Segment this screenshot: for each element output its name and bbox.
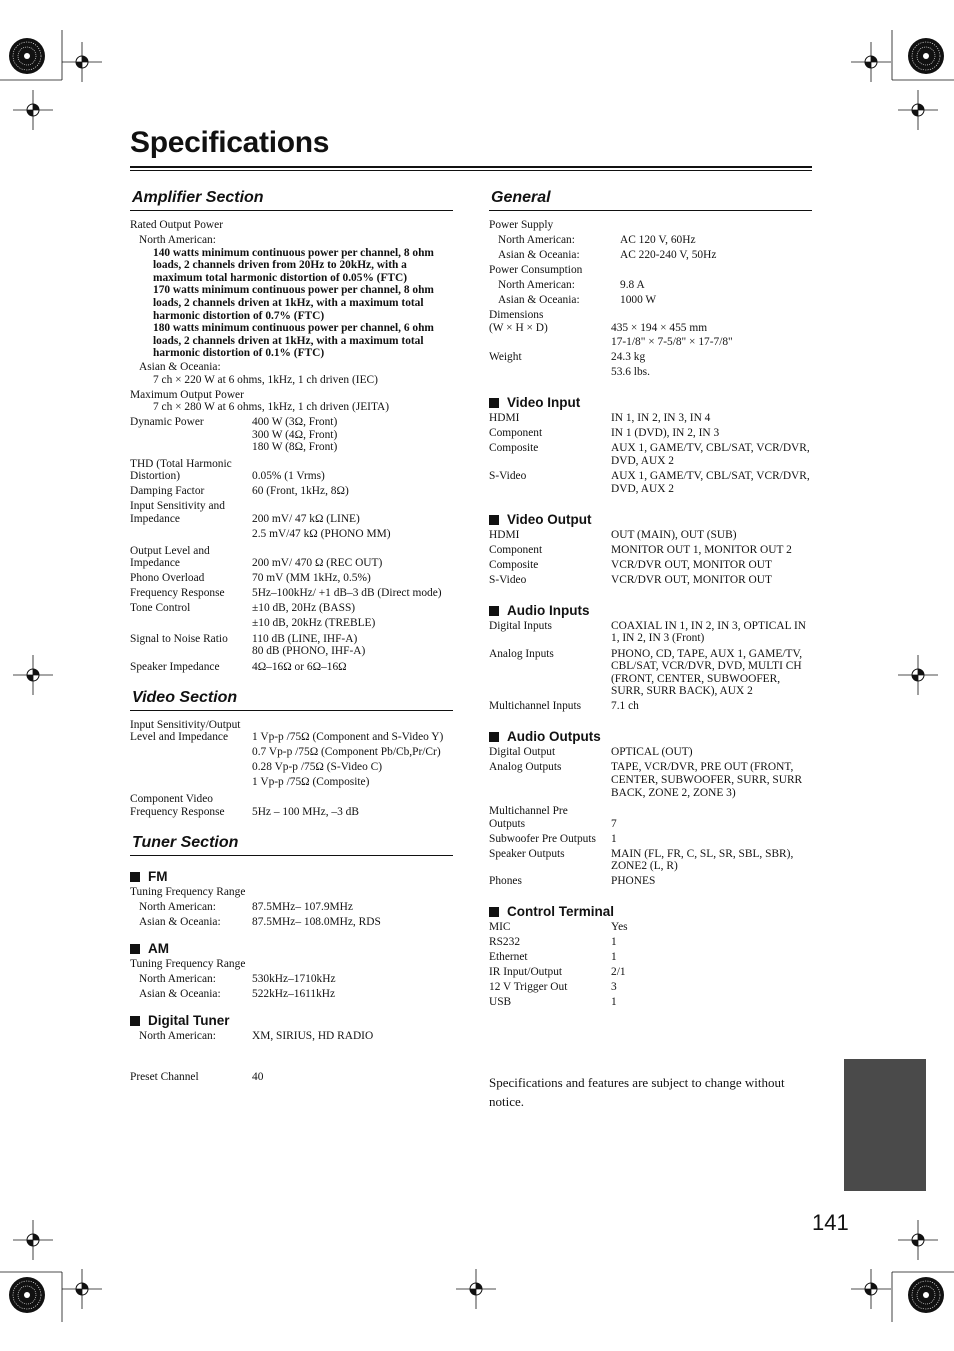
ao-analog-row [489,761,812,799]
ao-sub-row [489,833,812,846]
output-level-value-wrap [252,545,453,570]
tone-control-key: Tone Control [130,602,191,615]
ct-key: MIC [489,921,511,934]
freq-response-value: 5Hz–100kHz/ +1 dB–3 dB (Direct mode) [252,587,442,600]
am-ao-key: Asian & Oceania: [139,987,221,1000]
component-freq-row [130,793,453,818]
am-na-key: North American: [139,972,216,985]
fm-na-key: North American: [139,900,216,913]
na-label: North American: [139,233,216,246]
value: 24.3 kg [611,351,646,364]
video-heading: Video Section [130,688,453,711]
title-rule [130,166,812,168]
value: 435 × 194 × 455 mm [611,321,708,334]
dimensions-key [489,309,611,349]
ao-label: Asian & Oceania: [139,360,221,373]
key-line: Frequency Response [130,805,225,818]
digital-na-value: XM, SIRIUS, HD RADIO [252,1029,374,1042]
key-line: Dimensions [489,308,544,321]
dynamic-power-row [130,416,453,454]
video-input-heading [489,395,812,411]
bullet-square-icon [489,515,499,525]
footer-note: Specifications and features are subject to change without notice. [489,1075,785,1110]
ct-row [489,981,812,994]
ai-row [489,620,812,645]
vi-key: Component [489,427,543,440]
bullet-square-icon [489,398,499,408]
vo-value: MONITOR OUT 1, MONITOR OUT 2 [611,543,792,556]
weight-key: Weight [489,351,522,364]
vi-row [489,412,812,425]
pc-na-key: North American: [498,278,575,291]
output-level-row [130,545,453,570]
key-line: Impedance [130,513,180,526]
ct-value: 1 [611,936,617,949]
ct-key: Ethernet [489,951,528,964]
ct-value: 1 [611,951,617,964]
vo-row [489,559,812,572]
preset-value: 40 [252,1070,264,1083]
output-level-value: 200 mV/ 470 Ω (REC OUT) [252,557,383,570]
ct-row [489,936,812,949]
ct-value: 3 [611,981,617,994]
value: 80 dB (PHONO, IHF-A) [252,645,366,658]
tone-control-row [130,602,453,630]
thd-value-wrap [252,458,453,483]
vi-key: HDMI [489,412,520,425]
key-line: Input Sensitivity and [130,500,225,513]
vo-key: S-Video [489,573,527,586]
digital-na-key: North American: [139,1029,216,1042]
vo-value: VCR/DVR OUT, MONITOR OUT [611,573,772,586]
ao-digital-key: Digital Output [489,746,556,759]
ct-row [489,951,812,964]
value: 300 W (4Ω, Front) [252,428,338,441]
ai-row [489,700,812,713]
am-heading [130,941,453,957]
vi-key: S-Video [489,469,527,482]
dimensions-row [489,309,812,349]
ct-key: RS232 [489,936,521,949]
vo-row [489,574,812,587]
ao-speaker-key: Speaker Outputs [489,847,565,860]
weight-values [611,351,812,379]
key-line: Component Video [130,793,213,806]
component-freq-value-wrap [252,793,453,818]
video-sens-key [130,719,252,789]
bullet-square-icon [489,732,499,742]
ao-digital-row [489,746,812,759]
pc-na-row [489,279,812,292]
ai-row [489,648,812,698]
right-column [489,188,812,1111]
digital-na-row [130,1030,453,1043]
vi-row [489,427,812,440]
phono-overload-key: Phono Overload [130,572,205,585]
ao-phones-value: PHONES [611,875,656,888]
max-output-label: Maximum Output Power [130,388,244,401]
fm-na-value: 87.5MHz– 107.9MHz [252,900,353,913]
audio-outputs-heading [489,729,812,745]
speaker-impedance-value: 4Ω–16Ω or 6Ω–16Ω [252,660,347,673]
bullet-square-icon [489,606,499,616]
am-heading-text: AM [148,940,169,956]
na-spec-3: 180 watts minimum continuous power per channel, 6 ohm loads, 2 channels driven at 1kHz, with a maximum total harmonic distortion of 0.1% (FTC) [153,322,434,360]
ao-sub-key: Subwoofer Pre Outputs [489,832,596,845]
ct-row [489,921,812,934]
bullet-square-icon [489,907,499,917]
audio-inputs-heading-text: Audio Inputs [507,602,590,618]
value: 180 W (8Ω, Front) [252,441,338,454]
input-sensitivity-row [130,500,453,540]
key-line: Input Sensitivity/Output [130,718,241,731]
ct-row [489,966,812,979]
thd-row [130,458,453,483]
general-heading: General [489,188,812,211]
thd-value: 0.05% (1 Vrms) [252,470,325,483]
key-line: Output Level and [130,544,210,557]
key-line: THD (Total Harmonic [130,457,232,470]
vi-value: AUX 1, GAME/TV, CBL/SAT, VCR/DVR, DVD, AUX 2 [611,469,810,495]
vo-key: Component [489,543,543,556]
pc-ao-key: Asian & Oceania: [498,293,580,306]
input-sens-key [130,500,252,540]
ct-value: 1 [611,996,617,1009]
phono-overload-row [130,572,453,585]
max-output-spec: 7 ch × 280 W at 6 ohms, 1kHz, 1 ch driven (JEITA) [153,401,390,414]
freq-response-row [130,587,453,600]
ai-value: 7.1 ch [611,700,639,713]
power-supply-label: Power Supply [489,219,554,231]
ao-multi-value: 7 [611,817,617,830]
ai-key: Digital Inputs [489,619,552,632]
video-output-heading-text: Video Output [507,511,592,527]
output-level-key [130,545,252,570]
page-number: 141 [812,1210,849,1235]
value: 17-1/8" × 7-5/8" × 17-7/8" [611,336,733,349]
value: 1 Vp-p /75Ω (Composite) [252,776,370,789]
weight-row [489,351,812,379]
am-na-value: 530kHz–1710kHz [252,972,336,985]
preset-row [130,1071,453,1084]
ps-na-value: AC 120 V, 60Hz [620,233,696,246]
na-spec-1: 140 watts minimum continuous power per channel, 8 ohm loads, 2 channels driven from 20Hz to 20kHz, with a maximum total harmonic distortion of 0.05% (FTC) [153,246,434,284]
rated-output-label: Rated Output Power [130,219,224,231]
freq-response-key: Frequency Response [130,587,225,600]
ao-multi-value-wrap [611,805,812,830]
bullet-square-icon [130,944,140,954]
am-ao-value: 522kHz–1611kHz [252,987,336,1000]
fm-range-label: Tuning Frequency Range [130,885,246,898]
fm-ao-row [130,916,453,929]
am-ao-row [130,988,453,1001]
vo-value: OUT (MAIN), OUT (SUB) [611,528,737,541]
ao-analog-value: TAPE, VCR/DVR, PRE OUT (FRONT, CENTER, SUBWOOFER, SURR, SURR BACK, ZONE 2, ZONE 3) [611,761,803,799]
component-freq-key [130,793,252,818]
ao-speaker-value: MAIN (FL, FR, C, SL, SR, SBL, SBR), ZONE2 (L, R) [611,847,794,873]
fm-ao-value: 87.5MHz– 108.0MHz, RDS [252,915,381,928]
pc-ao-value: 1000 W [620,293,657,306]
left-column [130,188,453,1085]
ps-ao-row [489,249,812,262]
bullet-square-icon [130,1016,140,1026]
preset-key: Preset Channel [130,1070,199,1083]
am-range-label: Tuning Frequency Range [130,957,246,970]
snr-row [130,633,453,658]
ao-sub-value: 1 [611,832,617,845]
vi-value: AUX 1, GAME/TV, CBL/SAT, VCR/DVR, DVD, AUX 2 [611,442,810,467]
thd-key [130,458,252,483]
damping-row [130,485,453,498]
dimensions-values [611,309,812,349]
speaker-impedance-row [130,661,453,674]
key-line: Outputs [489,817,526,830]
ao-multi-row [489,805,812,830]
video-input-heading-text: Video Input [507,395,581,411]
ao-analog-key: Analog Outputs [489,761,562,774]
vi-row [489,470,812,495]
section-tab [844,1059,926,1191]
key-line: Level and Impedance [130,731,229,744]
digital-tuner-heading-text: Digital Tuner [148,1012,230,1028]
amplifier-heading: Amplifier Section [130,188,453,211]
ai-key: Multichannel Inputs [489,700,582,713]
ao-phones-key: Phones [489,875,522,888]
value: 400 W (3Ω, Front) [252,416,338,429]
key-line: (W × H × D) [489,321,548,334]
vo-row [489,544,812,557]
digital-tuner-heading [130,1013,453,1029]
ao-spec: 7 ch × 220 W at 6 ohms, 1kHz, 1 ch driven (IEC) [153,373,378,386]
value: 110 dB (LINE, IHF-A) [252,632,358,645]
vo-key: Composite [489,558,539,571]
vi-value: IN 1 (DVD), IN 2, IN 3 [611,427,720,440]
ps-na-key: North American: [498,233,575,246]
video-sens-values [252,719,453,789]
vi-key: Composite [489,442,539,455]
ao-speaker-row [489,848,812,873]
video-input-sens-row [130,719,453,789]
speaker-impedance-key: Speaker Impedance [130,660,220,673]
key-line: Distortion) [130,470,180,483]
audio-outputs-heading-text: Audio Outputs [507,729,601,745]
vo-key: HDMI [489,528,520,541]
value: ±10 dB, 20Hz (BASS) [252,602,356,615]
title-rule-thin [130,170,812,171]
key-line: Multichannel Pre [489,805,568,818]
ao-multi-key [489,805,611,830]
fm-na-row [130,901,453,914]
fm-ao-key: Asian & Oceania: [139,915,221,928]
value: ±10 dB, 20kHz (TREBLE) [252,617,376,630]
value: 0.7 Vp-p /75Ω (Component Pb/Cb,Pr/Cr) [252,746,441,759]
component-freq-value: 5Hz – 100 MHz, –3 dB [252,805,359,818]
ai-value: PHONO, CD, TAPE, AUX 1, GAME/TV, CBL/SAT, VCR/DVR, DVD, MULTI CH (FRONT, CENTER, SUBWOOFER, SURR, SURR BACK), AUX 2 [611,647,803,698]
key-line: Impedance [130,557,180,570]
dynamic-power-key: Dynamic Power [130,416,204,429]
value: 2.5 mV/47 kΩ (PHONO MM) [252,528,391,540]
dynamic-power-values [252,416,453,454]
fm-heading [130,869,453,885]
ct-key: 12 V Trigger Out [489,981,568,994]
control-terminal-heading [489,904,812,920]
ai-key: Analog Inputs [489,647,554,660]
power-consumption-label: Power Consumption [489,263,583,276]
ct-key: USB [489,996,512,1009]
control-terminal-heading-text: Control Terminal [507,904,615,920]
value: 200 mV/ 47 kΩ (LINE) [252,513,360,526]
ps-na-row [489,234,812,247]
value: 0.28 Vp-p /75Ω (S-Video C) [252,761,383,774]
pc-ao-row [489,294,812,307]
value: 53.6 lbs. [611,366,650,379]
vo-value: VCR/DVR OUT, MONITOR OUT [611,558,772,571]
ct-value: 2/1 [611,966,626,979]
na-spec-2: 170 watts minimum continuous power per channel, 8 ohm loads, 2 channels driven at 1kHz, with a maximum total harmonic distortion of 0.7% (FTC) [153,284,434,322]
ct-value: Yes [611,921,628,934]
ao-digital-value: OPTICAL (OUT) [611,746,693,759]
ps-ao-value: AC 220-240 V, 50Hz [620,248,717,261]
tuner-heading: Tuner Section [130,833,453,856]
ai-value: COAXIAL IN 1, IN 2, IN 3, OPTICAL IN 1, IN 2, IN 3 (Front) [611,619,806,645]
damping-key: Damping Factor [130,485,205,498]
audio-inputs-heading [489,603,812,619]
phono-overload-value: 70 mV (MM 1kHz, 0.5%) [252,572,371,585]
vi-row [489,442,812,467]
damping-value: 60 (Front, 1kHz, 8Ω) [252,485,349,498]
snr-key: Signal to Noise Ratio [130,632,228,645]
page-title: Specifications [130,126,330,159]
value: 1 Vp-p /75Ω (Component and S-Video Y) [252,731,444,744]
bullet-square-icon [130,872,140,882]
video-output-heading [489,512,812,528]
snr-values [252,633,453,658]
ct-row [489,996,812,1009]
am-na-row [130,973,453,986]
vo-row [489,529,812,542]
ct-key: IR Input/Output [489,966,563,979]
ao-phones-row [489,875,812,888]
input-sens-values [252,500,453,540]
fm-heading-text: FM [148,868,168,884]
pc-na-value: 9.8 A [620,278,645,291]
vi-value: IN 1, IN 2, IN 3, IN 4 [611,412,711,425]
tone-control-values [252,602,453,630]
ps-ao-key: Asian & Oceania: [498,248,580,261]
